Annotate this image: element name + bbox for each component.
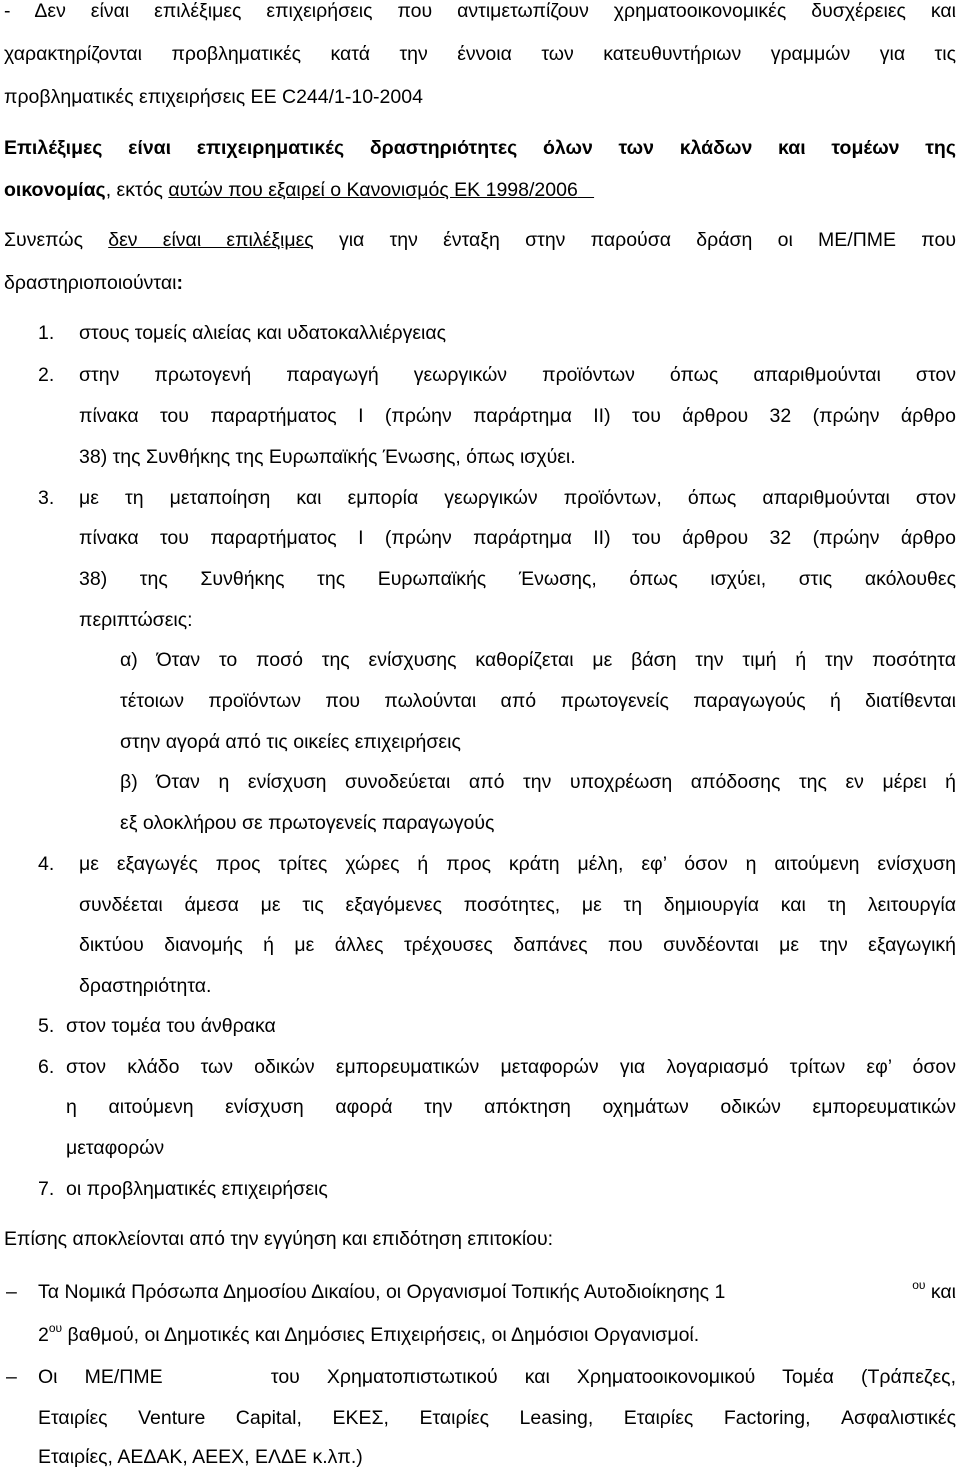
item-4-line-4: δραστηριότητα. <box>79 975 212 997</box>
eligible-bold-term: οικονομίας <box>4 179 106 201</box>
bullet-2-line-1: Οι ΜΕ/ΠΜΕ του Χρηματοπιστωτικού και Χρηματοοικονομικού Τομέα (Τράπεζες, <box>38 1366 956 1388</box>
eligible-heading-line-1: Επιλέξιμες είναι επιχειρηματικές δραστηριότητες όλων των κλάδων και τομέων της <box>4 137 956 159</box>
item-1-text: στους τομείς αλιείας και υδατοκαλλιέργειας <box>79 322 447 344</box>
item-3-sub-a-line-2: τέτοιων προϊόντων που πωλούνται από πρωτογενείς παραγωγούς ή διατίθενται <box>120 690 956 712</box>
item-6-number: 6. <box>38 1056 55 1078</box>
bullet-2-dash: – <box>6 1366 17 1388</box>
bullet-1-tail <box>912 1278 956 1303</box>
item-2-line-1: στην πρωτογενή παραγωγή γεωργικών προϊόντων όπως απαριθμούνται στον <box>79 364 956 386</box>
item-3-sub-a-line-1: α) Όταν το ποσό της ενίσχυσης καθορίζεται με βάση την τιμή ή την ποσότητα <box>120 649 956 671</box>
therefore-pre: Συνεπώς <box>4 229 109 251</box>
eligible-exclusion-ref: αυτών που εξαιρεί ο Κανονισμός ΕΚ 1998/2006 <box>168 179 578 201</box>
item-4-line-1: με εξαγωγές προς τρίτες χώρες ή προς κράτη μέλη, εφ’ όσον η αιτούμενη ενίσχυση <box>79 853 956 875</box>
bullet-1-text: Τα Νομικά Πρόσωπα Δημοσίου Δικαίου, οι Οργανισμοί Τοπικής Αυτοδιοίκησης 1 <box>38 1281 726 1303</box>
bullet-1-superscript: ου <box>912 1278 926 1292</box>
therefore-active-term: δραστηριοποιούνται <box>4 272 177 294</box>
bullet-1-line-2-text: βαθμού, οι Δημοτικές και Δημόσιες Επιχειρήσεις, οι Δημόσιοι Οργανισμοί. <box>62 1324 700 1346</box>
item-4-number: 4. <box>38 853 55 875</box>
excluded-heading: Επίσης αποκλείονται από την εγγύηση και επιδότηση επιτοκίου: <box>4 1228 554 1250</box>
item-4-line-3: δικτύου διανομής ή με άλλες τρέχουσες δαπάνες που συνδέονται με την εξαγωγική <box>79 934 956 956</box>
bullet-1-and: και <box>925 1281 956 1303</box>
item-3-line-3: 38) της Συνθήκης της Ευρωπαϊκής Ένωσης, όπως ισχύει, στις ακόλουθες <box>79 568 956 590</box>
item-5-text: στον τομέα του άνθρακα <box>66 1015 276 1037</box>
item-3-sub-b-line-1: β) Όταν η ενίσχυση συνοδεύεται από την υποχρέωση απόδοσης της εν μέρει ή <box>120 771 956 793</box>
item-3-sub-a-line-3: στην αγορά από τις οικείες επιχειρήσεις <box>120 731 461 753</box>
bullet-2-line-3: Εταιρίες, ΑΕΔΑΚ, ΑΕΕΧ, ΕΛΔΕ κ.λπ.) <box>38 1446 363 1468</box>
item-5-number: 5. <box>38 1015 55 1037</box>
item-3-sub-b-line-2: εξ ολοκλήρου σε πρωτογενείς παραγωγούς <box>120 812 495 834</box>
therefore-colon: : <box>176 272 183 294</box>
intro-line-3: προβληματικές επιχειρήσεις ΕΕ C244/1-10-2004 <box>4 86 423 108</box>
therefore-line-1 <box>4 231 956 251</box>
item-2-line-3: 38) της Συνθήκης της Ευρωπαϊκής Ένωσης, όπως ισχύει. <box>79 446 576 468</box>
item-7-text: οι προβληματικές επιχειρήσεις <box>66 1178 328 1200</box>
item-6-line-3: μεταφορών <box>66 1137 165 1159</box>
item-4-line-2: συνδέεται άμεσα με τις εξαγόμενες ποσότητες, με τη δημιουργία και τη λειτουργία <box>79 894 956 916</box>
item-2-number: 2. <box>38 364 55 386</box>
bullet-1-line-1 <box>38 1278 956 1303</box>
item-7-number: 7. <box>38 1178 55 1200</box>
bullet-2-line-2: Εταιρίες Venture Capital, ΕΚΕΣ, Εταιρίες Leasing, Εταιρίες Factoring, Ασφαλιστικές <box>38 1407 956 1429</box>
bullet-1-dash: – <box>6 1281 17 1303</box>
therefore-line-2 <box>4 274 183 294</box>
eligible-text: εκτός <box>111 179 169 201</box>
bullet-1-degree-num: 2 <box>38 1324 49 1346</box>
therefore-not-eligible: δεν είναι επιλέξιμες <box>108 229 314 251</box>
item-1-number: 1. <box>38 322 55 344</box>
eligible-comma: , <box>105 179 112 201</box>
eligible-heading-line-2 <box>4 181 594 201</box>
item-6-line-2: η αιτούμενη ενίσχυση αφορά την απόκτηση οχημάτων οδικών εμπορευματικών <box>66 1096 956 1118</box>
intro-line-1: - Δεν είναι επιλέξιμες επιχειρήσεις που αντιμετωπίζουν χρηματοοικονομικές δυσχέρειες και <box>4 0 956 22</box>
item-3-line-4: περιπτώσεις: <box>79 609 193 631</box>
item-3-line-1: με τη μεταποίηση και εμπορία γεωργικών προϊόντων, όπως απαριθμούνται στον <box>79 487 956 509</box>
therefore-post: για την ένταξη στην παρούσα δράση οι ΜΕ/ΠΜΕ που <box>313 229 956 251</box>
bullet-1-superscript-2: ου <box>48 1321 63 1335</box>
item-3-number: 3. <box>38 487 55 509</box>
item-6-line-1: στον κλάδο των οδικών εμπορευματικών μεταφορών για λογαριασμό τρίτων εφ’ όσον <box>66 1056 956 1078</box>
eligible-underline-tail <box>578 179 594 201</box>
item-2-line-2: πίνακα του παραρτήματος Ι (πρώην παράρτημα ΙΙ) του άρθρου 32 (πρώην άρθρο <box>79 405 956 427</box>
item-3-line-2: πίνακα του παραρτήματος Ι (πρώην παράρτημα ΙΙ) του άρθρου 32 (πρώην άρθρο <box>79 527 956 549</box>
intro-line-2: χαρακτηρίζονται προβληματικές κατά την έννοια των κατευθυντήριων γραμμών για τις <box>4 43 956 65</box>
bullet-1-line-2 <box>38 1321 700 1346</box>
